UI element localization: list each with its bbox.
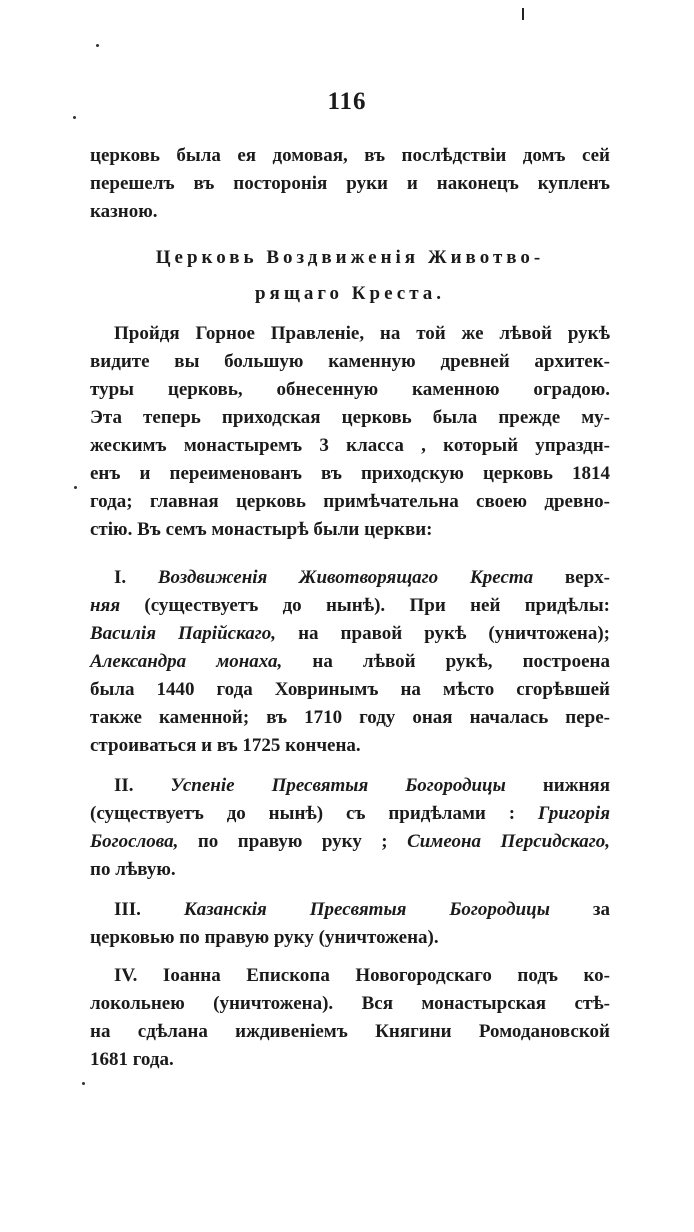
text-line: туры церковь, обнесенную каменною оградою. [90, 379, 610, 400]
speck [96, 44, 99, 47]
text-fragment: за [592, 899, 610, 920]
text-fragment: (существуетъ до нынѣ) съ придѣлами : [90, 803, 516, 824]
text-line: казною. [90, 201, 158, 222]
text-line [90, 800, 610, 828]
text-fragment: на лѣвой рукѣ, построена [312, 651, 610, 672]
text-line: перешелъ въ посторонія руки и наконецъ купленъ [90, 173, 610, 194]
heading-line: рящаго Креста. [254, 283, 446, 304]
speck [82, 1082, 85, 1085]
text-line [90, 620, 610, 648]
text-line: церковью по правую руку (уничтожена). [90, 927, 439, 948]
text-line [90, 592, 610, 620]
margin-mark [522, 8, 524, 20]
text-fragment: по правую руку ; [197, 831, 388, 852]
text-line: жескимъ монастыремъ 3 класса , который упраздн- [90, 435, 610, 456]
speck [74, 486, 77, 489]
chapel-name: Симеона Персидскаго, [407, 831, 610, 852]
text-line: строиваться и въ 1725 кончена. [90, 735, 361, 756]
list-item-4 [90, 962, 610, 1074]
text-line: Пройдя Горное Правленіе, на той же лѣвой рукѣ [114, 323, 610, 344]
text-line: 1681 года. [90, 1049, 174, 1070]
text-fragment: (существуетъ до нынѣ). При ней придѣлы: [144, 595, 610, 616]
text-line [90, 896, 610, 924]
paragraph-intro [90, 320, 610, 544]
text-line: также каменной; въ 1710 году оная началась пере- [90, 707, 610, 728]
page-number: 116 [327, 88, 367, 115]
text-fragment: няя [90, 595, 121, 616]
text-fragment: на правой рукѣ (уничтожена); [298, 623, 611, 644]
item-numeral: III. [114, 899, 141, 920]
chapel-name: Богослова, [90, 831, 179, 852]
item-numeral: I. [114, 567, 127, 588]
chapel-name: Григорія [537, 803, 610, 824]
text-line [90, 772, 610, 800]
text-line: церковь была ея домовая, въ послѣдствіи домъ сей [90, 145, 610, 166]
list-item-2 [90, 772, 610, 884]
text-line: IV. Іоанна Епископа Новогородскаго подъ ко- [114, 965, 610, 986]
list-item-3 [90, 896, 610, 952]
text-line: Эта теперь приходская церковь была прежде му- [90, 407, 610, 428]
text-line: локольнею (уничтожена). Вся монастырская стѣ- [90, 993, 610, 1014]
text-fragment: верх- [564, 567, 610, 588]
church-name: Казанскія Пресвятыя Богородицы [183, 899, 550, 920]
text-line: года; главная церковь примѣчательна своею древно- [90, 491, 610, 512]
text-line [90, 828, 610, 856]
text-fragment: нижняя [542, 775, 610, 796]
text-line [90, 564, 610, 592]
heading-line: Церковь Воздвиженія Животво- [155, 247, 545, 268]
text-line: была 1440 года Ховринымъ на мѣсто сгорѣвшей [90, 679, 610, 700]
opening-text [90, 142, 610, 226]
text-line: на сдѣлана иждивеніемъ Княгини Ромодановской [90, 1021, 610, 1042]
item-numeral: II. [114, 775, 134, 796]
section-heading [90, 240, 610, 312]
list-item-1 [90, 564, 610, 760]
chapel-name: Александра монаха, [90, 651, 283, 672]
text-line: стію. Въ семъ монастырѣ были церкви: [90, 519, 433, 540]
church-name: Успеніе Пресвятыя Богородицы [170, 775, 506, 796]
text-line [90, 648, 610, 676]
text-line: енъ и переименованъ въ приходскую церковь 1814 [90, 463, 610, 484]
text-line: видите вы большую каменную древней архитек- [90, 351, 610, 372]
text-line: по лѣвую. [90, 859, 176, 880]
speck [73, 116, 76, 119]
church-name: Воздвиженія Животворящаго Креста [157, 567, 534, 588]
chapel-name: Василія Парійскаго, [90, 623, 277, 644]
